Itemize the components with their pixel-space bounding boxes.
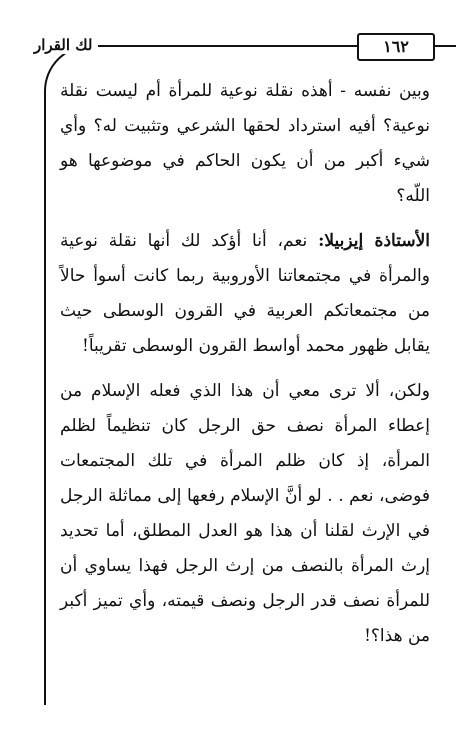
paragraph-1-text: وبين نفسه - أهذه نقلة نوعية للمرأة أم ليست نقلة نوعية؟ أفيه استرداد لحقها الشرعي وتثبيت له؟ وأي شيء أكبر من أن يكون الحاكم في موضوعها هو اللّه؟	[60, 81, 430, 206]
page-number-box: ١٦٢	[357, 33, 435, 61]
paragraph-2-text: نعم، أنا أؤكد لك أنها نقلة نوعية والمرأة في مجتمعاتنا الأوروبية ربما كانت أسوأ حالاً من مجتمعاتكم العربية في القرون الوسطى حيث يقابل ظهور محمد أواسط القرون الوسطى تقريباً!	[60, 231, 430, 356]
paragraph-1	[60, 74, 430, 214]
paragraph-3-text: ولكن، ألا ترى معي أن هذا الذي فعله الإسلام من إعطاء المرأة نصف حق الرجل كان تنظيماً لظلم المرأة، إذ كان ظلم المرأة في تلك المجتمعات فوضى، نعم . . لو أنَّ الإسلام رفعها إلى مماثلة الرجل في الإرث لقلنا أن هذا هو العدل المطلق، أما تحديد إرث المرأة بالنصف من إرث الرجل فهذا يساوي أن للمرأة نصف قدر الرجل ونصف قيمته، وأي تميز أكبر من هذا؟!	[60, 381, 430, 646]
paragraph-2	[60, 224, 430, 364]
speaker-name: الأستاذة إيزبيلا:	[318, 231, 430, 251]
body-text	[60, 74, 430, 654]
paragraph-3	[60, 374, 430, 654]
running-title: لك القرار	[28, 36, 98, 54]
